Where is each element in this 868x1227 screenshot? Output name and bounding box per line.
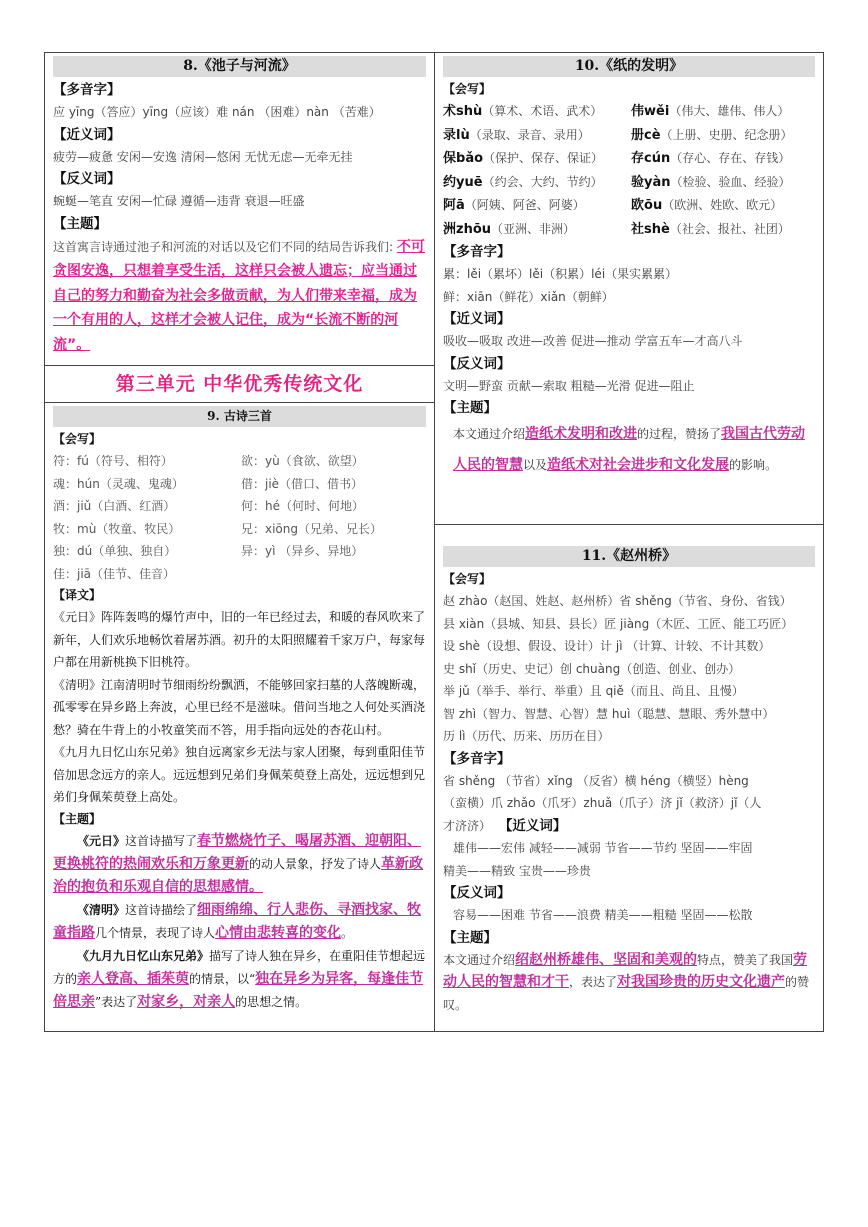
zhuti-text: 的影响。 <box>729 458 778 472</box>
zhuti-text: 的思想之情。 <box>235 994 308 1009</box>
section-9 <box>45 406 434 1014</box>
pinyin: wěi <box>644 104 670 119</box>
char-item <box>241 563 421 586</box>
fanyi-line: 文明—野蛮 贡献—索取 粗糙—光滑 促进—阻止 <box>443 378 695 393</box>
poem-name: 《元日》 <box>77 833 126 848</box>
char-item <box>443 100 631 124</box>
yiwen-qingming: 《清明》江南清明时节细雨纷纷飘洒，不能够回家扫墓的人落魄断魂，孤零零在异乡路上奔波，心里已经不是滋味。借问当地之人何处买酒浇愁？骑在牛背上的小牧童笑而不答，用手指向远处的杏花山村。 <box>53 677 426 737</box>
pinyin: lù <box>456 127 470 143</box>
char: 保 <box>443 151 457 166</box>
section-11 <box>435 525 823 1016</box>
zhuti-text: 。 <box>341 925 354 940</box>
zhuti-highlight: 心情由悲转喜的变化 <box>215 924 342 941</box>
char: 社 <box>631 221 645 237</box>
char-item <box>631 218 811 242</box>
zhuti-text: 的赞叹。 <box>443 975 810 1012</box>
char-line: 历 lì（历代、历来、历历在目） <box>443 729 610 743</box>
duoyin-text: 才济济） <box>443 818 492 833</box>
section-10 <box>435 56 823 524</box>
zhuti-text: 几个情景，表现了诗人 <box>95 925 216 940</box>
char-item <box>443 124 631 148</box>
zhuti-yuanri <box>53 830 426 899</box>
char-item: 符：fú（符号、相符） <box>53 454 173 468</box>
zhuti-highlight: 独在异乡为异客，每逢佳节倍思亲 <box>53 970 424 1010</box>
duoyin-line: 累：lěi（累坏）lěi（积累）léi（果实累累） <box>443 267 678 281</box>
zhuti-text: 本文通过介绍 <box>453 427 526 441</box>
zhuti-highlight: 造纸术发明和改进 <box>525 426 638 442</box>
char-row <box>443 194 815 218</box>
zhuti-highlight: 亲人登高、插茱萸 <box>77 970 190 987</box>
pinyin: yàn <box>644 174 671 190</box>
zhuti-highlight: 绍赵州桥雄伟、坚固和美观的 <box>515 951 698 968</box>
zhuti-text: 这首诗描写了 <box>125 833 198 848</box>
section-10-title: 10.《纸的发明》 <box>443 56 815 77</box>
zhuti-text: ”表达了 <box>95 994 138 1009</box>
zhuti-highlight: 细雨绵绵、行人悲伤、寻酒找家、牧童指路 <box>53 901 422 941</box>
pinyin: cè <box>644 127 661 143</box>
char-line: 智 zhì（智力、智慧、心智）慧 huì（聪慧、慧眼、秀外慧中） <box>443 706 775 721</box>
heading-fanyi: 【反义词】 <box>53 171 121 187</box>
char-item: 佳：jiā（佳节、佳音） <box>53 566 176 581</box>
char-item <box>443 171 631 195</box>
zhuti-text: 的动人景象，抒发了诗人 <box>249 856 382 871</box>
zhuti-text: 以及 <box>523 458 548 472</box>
pinyin: shè <box>644 221 670 237</box>
words: （上册、史册、纪念册） <box>660 127 793 142</box>
unit-3-title: 第三单元 中华优秀传统文化 <box>115 373 364 395</box>
duoyin-line: 鲜：xiān（鲜花）xiǎn（朝鲜） <box>443 289 614 304</box>
pinyin: yuē <box>456 174 483 190</box>
zhuti-text: 的情景，以“ <box>189 971 256 986</box>
zhuti-text: ，表达了 <box>569 975 618 989</box>
jinyi-line: 精美——精致 宝贵——珍贵 <box>443 863 591 878</box>
zhuti-highlight: 对家乡，对亲人 <box>137 993 236 1010</box>
char-item: 何：hé（何时、何地） <box>241 499 364 513</box>
pinyin: zhōu <box>456 221 492 237</box>
char-row <box>443 171 815 195</box>
pinyin: cún <box>644 151 671 166</box>
heading-huixie: 【会写】 <box>53 432 102 446</box>
zhuti-text: 描写了诗人独在异乡，在重阳佳节想起远方的 <box>53 948 426 986</box>
section-8 <box>45 56 434 357</box>
char-item <box>443 218 631 242</box>
words: （欧洲、姓欧、欧元） <box>662 198 783 212</box>
zhuti-plain: 这首寓言诗通过池子和河流的对话以及它们不同的结局告诉我们: <box>53 239 397 254</box>
heading-jinyi: 【近义词】 <box>443 311 511 327</box>
char-row <box>443 147 815 171</box>
pinyin: ā <box>456 198 465 213</box>
chars-grid <box>443 100 815 241</box>
char-line: 举 jǔ（举手、举行、举重）且 qiě（而且、尚且、且慢） <box>443 684 744 698</box>
char: 伟 <box>631 104 645 119</box>
heading-zhuti: 【主题】 <box>53 215 107 232</box>
heading-duoyin: 【多音字】 <box>443 750 511 767</box>
char-item: 欲：yù（食欲、欲望） <box>241 454 364 468</box>
words: （伟大、雄伟、伟人） <box>669 104 790 118</box>
heading-huixie: 【会写】 <box>443 572 492 586</box>
zhuti-paragraph <box>443 949 815 1017</box>
words: （约会、大约、节约） <box>482 174 603 189</box>
section-11-title: 11.《赵州桥》 <box>443 546 815 567</box>
heading-jinyi: 【近义词】 <box>498 817 567 834</box>
zhuti-highlight: 我国古代劳动人民的智慧 <box>453 426 806 473</box>
section-9-title: 9. 古诗三首 <box>53 406 426 427</box>
char: 存 <box>631 151 645 166</box>
zhuti-highlight: 不可贪图安逸，只想着享受生活，这样只会被人遗忘；应当通过自己的努力和勤奋为社会多做贡献，为人们带来幸福，成为一个有用的人，这样才会被人记住，成为“长流不断的河流”。 <box>53 238 425 353</box>
heading-jinyi: 【近义词】 <box>53 126 121 143</box>
words: （检验、验血、经验） <box>670 174 791 189</box>
words: （亚洲、非洲） <box>491 221 576 236</box>
poem-name: 《九月九日忆山东兄弟》 <box>77 948 210 963</box>
char-item <box>443 147 631 171</box>
zhuti-highlight: 春节燃烧竹子、喝屠苏酒、迎朝阳、更换桃符的热闹欢乐和万象更新 <box>53 832 422 872</box>
zhuti-qingming <box>53 899 426 945</box>
right-column <box>435 53 823 1031</box>
char-item: 兄：xiōng（兄弟、兄长） <box>241 521 383 536</box>
heading-zhuti: 【主题】 <box>443 400 497 416</box>
char: 录 <box>443 127 457 143</box>
char-line: 史 shǐ（历史、史记）创 chuàng（创造、创业、创办） <box>443 661 741 676</box>
duoyin-line: （蛮横）爪 zhǎo（爪牙）zhuǎ（爪子）济 jǐ（救济）jǐ（人 <box>443 796 762 810</box>
duoyin-line: 省 shěng （节省）xǐng （反省）横 héng（横竖）hèng <box>443 773 749 788</box>
char-item: 独：dú（单独、独自） <box>53 544 177 558</box>
char-line: 县 xiàn（县城、知县、县长）匠 jiàng（木匠、工匠、能工巧匠） <box>443 616 794 631</box>
fanyi-line: 容易——困难 节省——浪费 精美——粗糙 坚固——松散 <box>453 908 753 922</box>
char-row <box>443 124 815 148</box>
zhuti-highlight: 造纸术对社会进步和文化发展 <box>547 457 730 473</box>
jinyi-line: 吸收—吸取 改进—改善 促进—推动 学富五车—才高八斗 <box>443 334 743 348</box>
yiwen-jiuyue: 《九月九日忆山东兄弟》独自远离家乡无法与家人团聚，每到重阳佳节倍加思念远方的亲人。远远想到兄弟们身佩茱萸登上高处，远远想到兄弟们身佩茱萸登上高处。 <box>53 745 426 804</box>
heading-fanyi: 【反义词】 <box>443 885 511 901</box>
jinyi-line: 雄伟——宏伟 减轻——减弱 节省——节约 坚固——牢固 <box>453 841 753 855</box>
char-item <box>631 147 811 171</box>
char-row <box>443 218 815 242</box>
char-item <box>631 194 811 218</box>
chars-grid <box>53 450 426 585</box>
char-item: 借：jiè（借口、借书） <box>241 476 364 491</box>
left-column <box>45 53 435 1031</box>
char-line: 赵 zhào（赵国、姓赵、赵州桥）省 shěng（节省、身份、省钱） <box>443 594 792 608</box>
pinyin: ōu <box>644 198 663 213</box>
pinyin: bǎo <box>456 151 484 166</box>
char-item <box>443 194 631 218</box>
zhuti-text: 本文通过介绍 <box>443 952 516 967</box>
char: 术 <box>443 104 457 119</box>
jinyi-line: 疲劳—疲惫 安闲—安逸 清闲—悠闲 无忧无虑—无牵无挂 <box>53 149 353 164</box>
char-item: 魂：hún（灵魂、鬼魂） <box>53 476 184 491</box>
fanyi-line: 蜿蜒—笔直 安闲—忙碌 遵循—违背 衰退—旺盛 <box>53 194 305 208</box>
heading-duoyin: 【多音字】 <box>53 82 121 98</box>
zhuti-paragraph <box>53 235 426 358</box>
words: （存心、存在、存钱） <box>670 151 791 165</box>
char-item <box>631 171 811 195</box>
zhuti-jiuyue <box>53 945 426 1014</box>
heading-duoyin: 【多音字】 <box>443 244 511 260</box>
duoyin-line <box>443 815 815 838</box>
words: （阿姨、阿爸、阿婆） <box>464 198 585 212</box>
char-line: 设 shè（设想、假设、设计）计 jì （计算、计较、不计其数） <box>443 639 771 653</box>
section-8-title: 8.《池子与河流》 <box>53 56 426 77</box>
heading-zhuti: 【主题】 <box>443 929 497 946</box>
words: （算术、术语、武术） <box>482 104 603 118</box>
char-row <box>443 100 815 124</box>
words: （社会、报社、社团） <box>669 221 790 236</box>
zhuti-text: 特点，赞美了我国 <box>697 952 794 967</box>
words: （保护、保存、保证） <box>483 151 604 165</box>
heading-fanyi: 【反义词】 <box>443 355 511 372</box>
words: （录取、录音、录用） <box>469 127 590 142</box>
char: 欧 <box>631 198 645 213</box>
zhuti-text: 这首诗描绘了 <box>125 902 198 917</box>
char: 册 <box>631 127 645 143</box>
char-item: 酒：jiǔ（白酒、红酒） <box>53 499 176 513</box>
char: 阿 <box>443 198 457 213</box>
char: 约 <box>443 174 457 190</box>
char: 洲 <box>443 221 457 237</box>
char-item: 牧：mù（牧童、牧民） <box>53 521 181 536</box>
zhuti-highlight: 革新政治的抱负和乐观自信的思想感情。 <box>53 855 424 895</box>
heading-huixie: 【会写】 <box>443 82 492 96</box>
worksheet-frame <box>44 52 824 1032</box>
char-item <box>631 100 811 124</box>
poem-name: 《清明》 <box>77 902 126 917</box>
pinyin: shù <box>456 104 483 119</box>
zhuti-text: 的过程，赞扬了 <box>637 427 722 441</box>
zhuti-highlight: 对我国珍贵的历史文化遗产 <box>617 974 786 990</box>
char: 验 <box>631 174 645 190</box>
char-item: 异：yì （异乡、异地） <box>241 544 364 558</box>
zhuti-highlight: 劳动人民的智慧和才干 <box>443 951 808 990</box>
zhuti-paragraph <box>443 419 815 481</box>
char-item <box>631 124 811 148</box>
yiwen-yuanri: 《元日》阵阵轰鸣的爆竹声中，旧的一年已经过去，和暖的春风吹来了新年，人们欢乐地畅饮着屠苏酒。初升的太阳照耀着千家万户，每家每户都在用新桃换下旧桃符。 <box>53 610 426 669</box>
heading-yiwen: 【译文】 <box>53 588 102 602</box>
heading-zhuti: 【主题】 <box>53 811 102 826</box>
duoyin-line: 应 yīng（答应）yīng（应该）难 nán （困难）nàn （苦难） <box>53 105 381 119</box>
